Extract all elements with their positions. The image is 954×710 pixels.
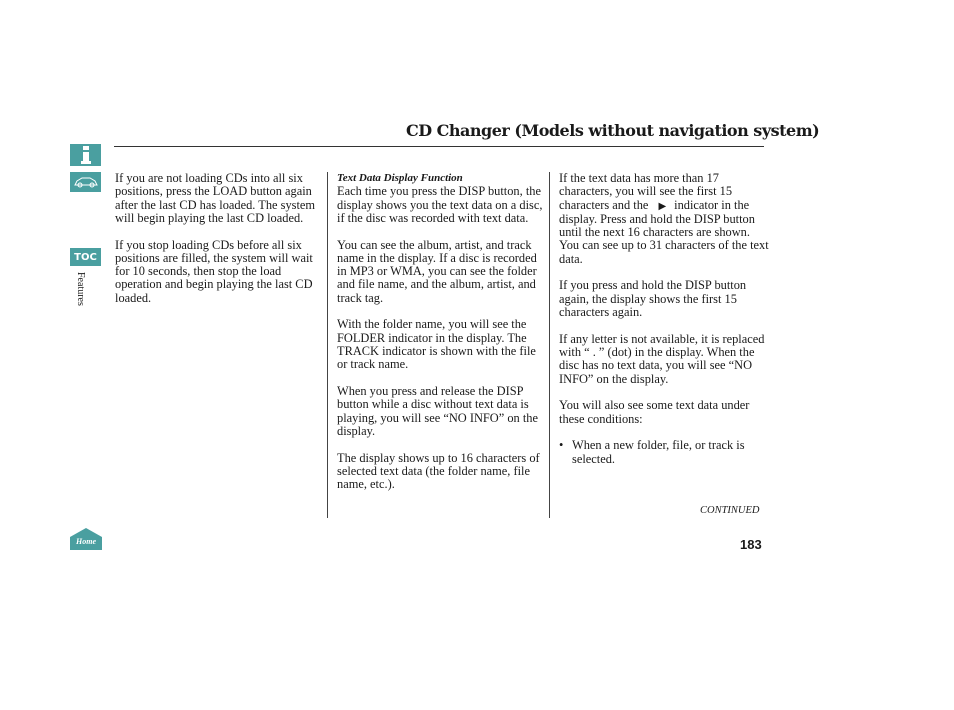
- bullet-dot: •: [559, 438, 564, 453]
- col1-paragraph-1: If you are not loading CDs into all six positions, press the LOAD button again after the last CD has loaded. The system will begin playing the last CD loaded.: [115, 171, 316, 225]
- column-divider-1: [327, 172, 328, 518]
- column-3: [559, 172, 769, 466]
- home-label: Home: [76, 537, 96, 546]
- column-2: [337, 172, 545, 505]
- col1-paragraph-2: If you stop loading CDs before all six positions are filled, the system will wait for 10 seconds, then stop the load operation and begin playing the last CD loaded.: [115, 237, 313, 305]
- play-triangle-icon: ▶: [658, 200, 667, 212]
- page-title: CD Changer (Models without navigation system): [406, 121, 820, 140]
- column-1: [115, 172, 320, 318]
- info-icon[interactable]: [70, 144, 101, 166]
- col2-paragraph-3: With the folder name, you will see the FOLDER indicator in the display. The TRACK indicator is shown with the file or track name.: [337, 317, 536, 372]
- section-label: Features: [75, 272, 86, 306]
- car-icon[interactable]: [70, 172, 101, 192]
- col3-paragraph-1-end: indicator in the display. Press and hold the DISP button until the next 16 characters are shown. You can see up to 31 characters of the text data.: [559, 197, 769, 266]
- title-rule: [114, 146, 764, 147]
- home-icon[interactable]: [70, 528, 102, 550]
- col3-paragraph-1: [559, 172, 769, 266]
- col3-paragraph-2: If you press and hold the DISP button again, the display shows the first 15 characters again.: [559, 278, 747, 320]
- continued-label: CONTINUED: [700, 505, 760, 516]
- toc-button[interactable]: TOC: [70, 248, 101, 266]
- col3-paragraph-1-start: If the text data has more than 17 characters, you will see the first 15 characters and the: [559, 171, 733, 212]
- col2-paragraph-2: You can see the album, artist, and track name in the display. If a disc is recorded in MP3 or WMA, you can see the folder and file name, and the album, artist, and track tag.: [337, 237, 537, 305]
- col2-paragraph-5: The display shows up to 16 characters of selected text data (the folder name, file name, etc.).: [337, 450, 540, 492]
- col2-paragraph-4: When you press and release the DISP button while a disc without text data is playing, you will see “NO INFO” on the display.: [337, 384, 538, 438]
- column-divider-2: [549, 172, 550, 518]
- section-heading: Text Data Display Function: [337, 172, 463, 184]
- col3-paragraph-3: If any letter is not available, it is replaced with “ . ” (dot) in the display. When the disc has no text data, you will see “NO INFO” on the display.: [559, 331, 765, 386]
- col3-paragraph-4: You will also see some text data under these conditions:: [559, 398, 750, 426]
- col2-paragraph-1: Each time you press the DISP button, the display shows you the text data on a disc, if the disc was recorded with text data.: [337, 184, 543, 225]
- bullet-text: When a new folder, file, or track is selected.: [572, 438, 745, 466]
- bullet-item: [559, 439, 769, 466]
- page-number: 183: [740, 537, 762, 552]
